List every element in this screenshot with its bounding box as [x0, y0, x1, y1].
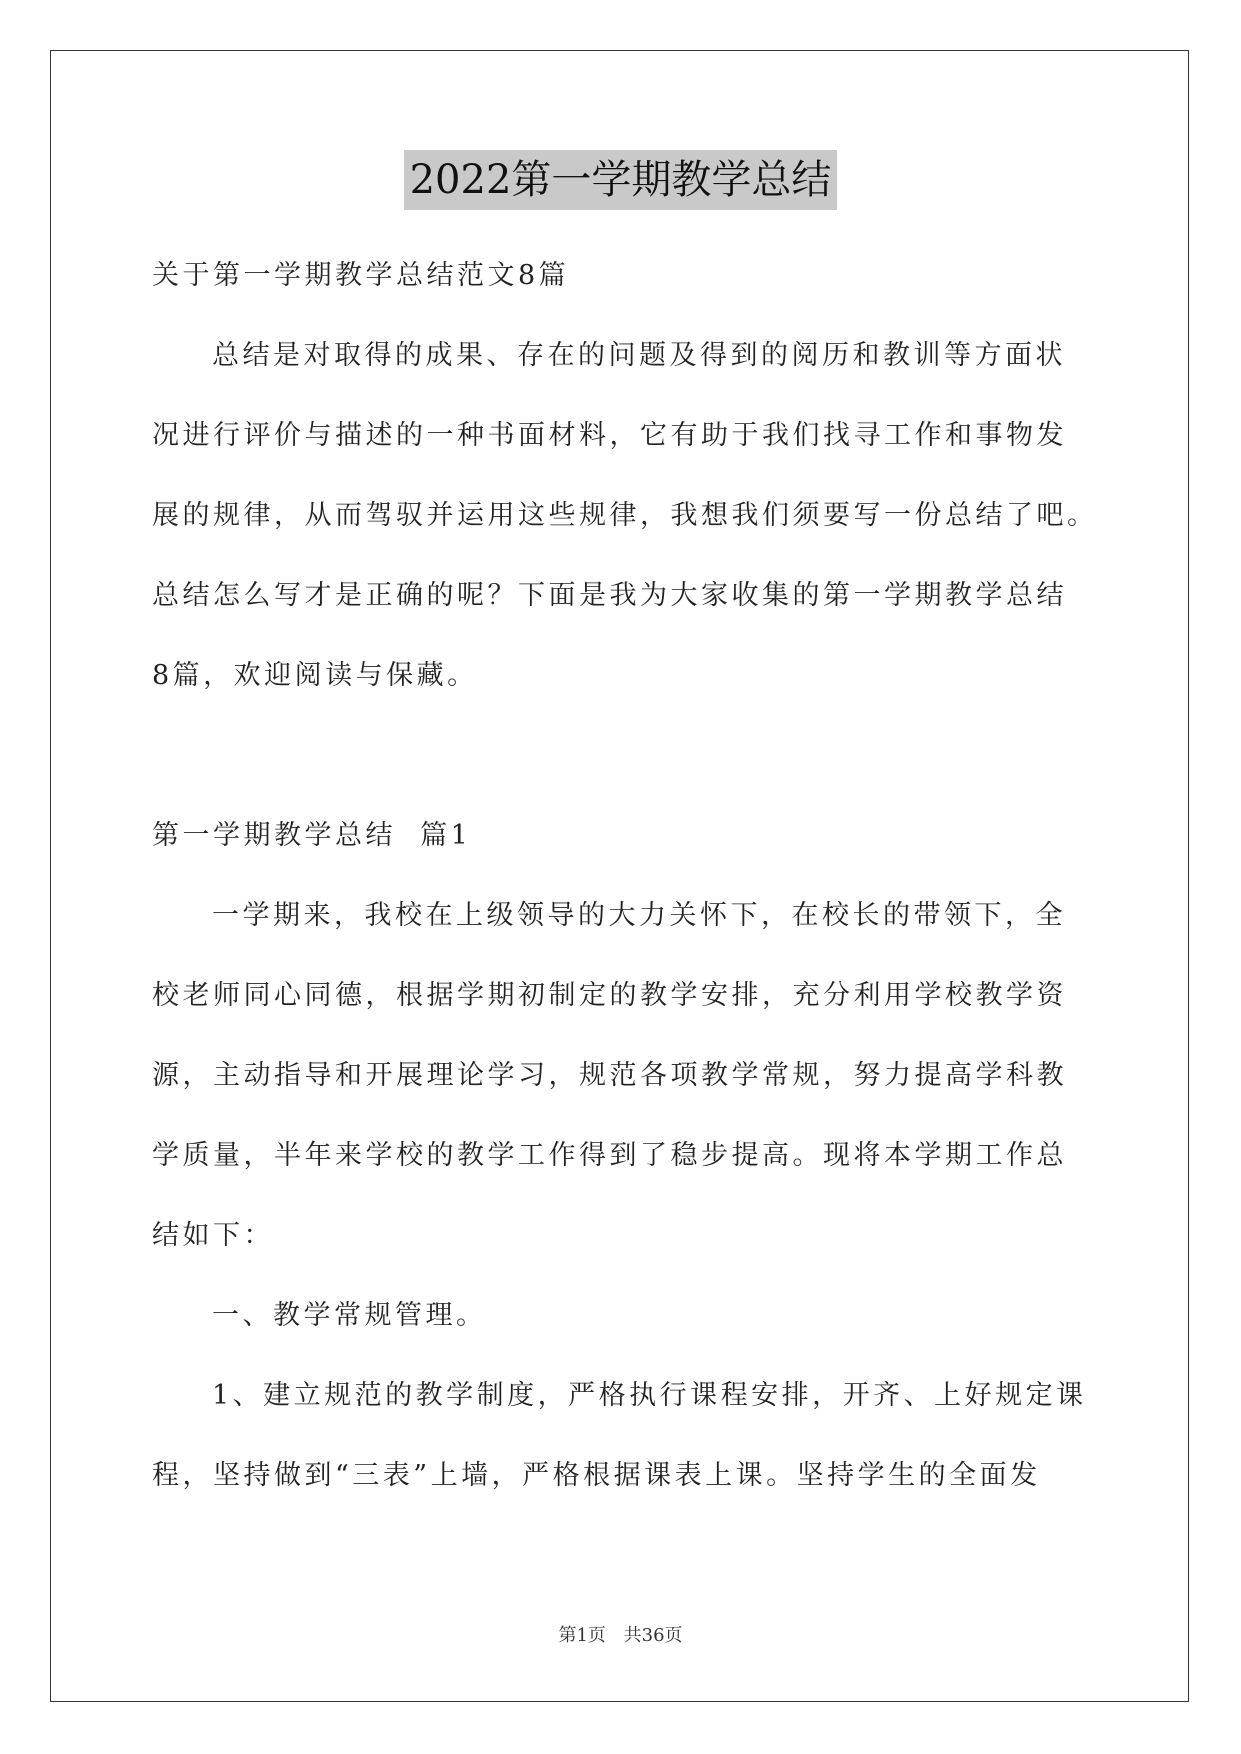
intro-line-4: 总结怎么写才是正确的呢？下面是我为大家收集的第一学期教学总结 — [152, 580, 1067, 611]
intro-line-2: 况进行评价与描述的一种书面材料，它有助于我们找寻工作和事物发 — [152, 420, 1067, 451]
page-footer — [0, 1624, 1241, 1648]
document-title: 2022第一学期教学总结 — [404, 150, 838, 210]
intro-line-3: 展的规律，从而驾驭并运用这些规律，我想我们须要写一份总结了吧。 — [152, 500, 1098, 531]
intro-line-1: 总结是对取得的成果、存在的问题及得到的阅历和教训等方面状 — [212, 340, 1066, 371]
total-pages: 共36页 — [623, 1625, 683, 1646]
section-heading: 第一学期教学总结 篇1 — [152, 820, 472, 851]
body-line-5: 结如下： — [152, 1220, 274, 1251]
body-line-4: 学质量，半年来学校的教学工作得到了稳步提高。现将本学期工作总 — [152, 1140, 1067, 1171]
title-container — [0, 150, 1241, 210]
intro-line-5: 8篇，欢迎阅读与保藏。 — [152, 660, 478, 691]
item1-line-2: 程，坚持做到“三表”上墙，严格根据课表上课。坚持学生的全面发 — [152, 1460, 1041, 1491]
body-line-1: 一学期来，我校在上级领导的大力关怀下，在校长的带领下，全 — [212, 900, 1066, 931]
body-line-3: 源，主动指导和开展理论学习，规范各项教学常规，努力提高学科教 — [152, 1060, 1067, 1091]
paragraph-gap — [152, 716, 1092, 796]
document-body — [152, 236, 1098, 1516]
item1-line-1: 1、建立规范的教学制度，严格执行课程安排，开齐、上好规定课 — [212, 1380, 1087, 1411]
body-line-2: 校老师同心同德，根据学期初制定的教学安排，充分利用学校教学资 — [152, 980, 1067, 1011]
document-subtitle: 关于第一学期教学总结范文8篇 — [152, 260, 570, 291]
subsection-heading: 一、教学常规管理。 — [212, 1300, 487, 1331]
page-number: 第1页 — [558, 1625, 606, 1646]
